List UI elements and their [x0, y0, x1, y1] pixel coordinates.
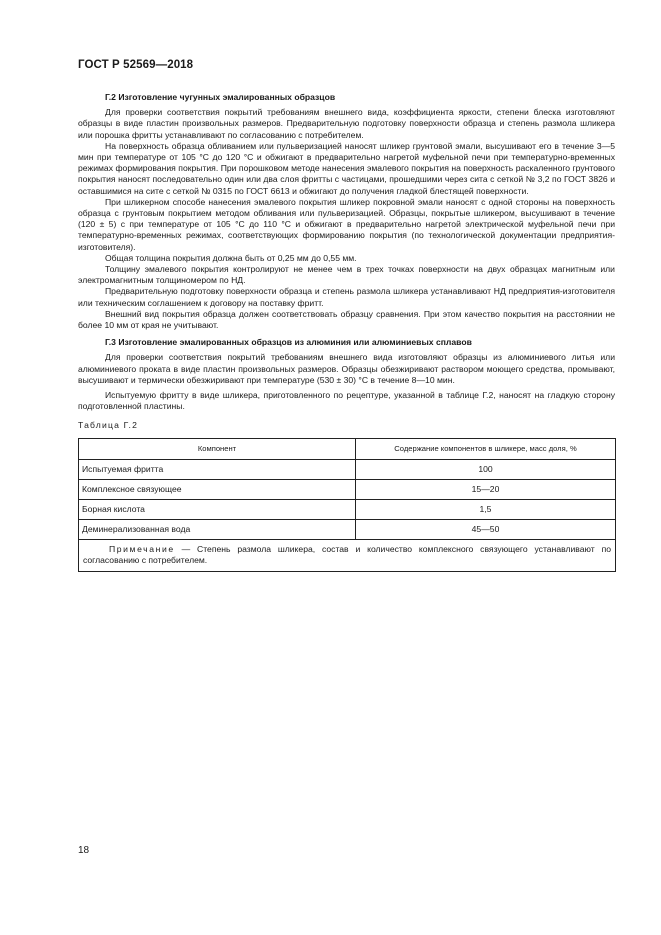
page-number: 18: [78, 845, 90, 856]
column-header-component: Компонент: [79, 438, 356, 459]
table-note-row: [79, 539, 616, 571]
standard-header: ГОСТ Р 52569—2018: [78, 59, 194, 71]
component-value-cell: 45—50: [356, 519, 616, 539]
section-g2-paragraph: На поверхность образца обливанием или пульверизацией наносят шликер грунтовой эмали, высушивают его в течение 3—5 мин при температуре от 105 °С до 120 °С и обжигают в предварительно нагретой муфельной печи при температурно-временных режимах формирования покрытия. При порошковом методе нанесения эмалевого покрытия на поверхность раскаленного грунтового покрытия наносят последовательно один или два слоя фритты с частицами, прошедшими через сита с сеткой № 3,2 по ГОСТ 3826 и оставшимися на сите с сеткой № 0315 по ГОСТ 6613 и обжигают до получения гладкой блестящей поверхности.: [78, 140, 615, 196]
component-value-cell: 1,5: [356, 499, 616, 519]
component-name-cell: Испытуемая фритта: [79, 459, 356, 479]
section-g2-paragraph: Внешний вид покрытия образца должен соответствовать образцу сравнения. При этом качество покрытия на расстоянии не более 10 мм от края не учитывают.: [78, 308, 615, 331]
section-g2-paragraph: Предварительную подготовку поверхности образца и степень размола шликера устанавливают НД предприятия-изготовителя или техническим соглашением к договору на поставку фритт.: [78, 286, 615, 308]
note-label: Примечание: [109, 543, 175, 554]
section-g3-paragraph: Испытуемую фритту в виде шликера, приготовленного по рецептуре, указанной в таблице Г.2, наносят на гладкую сторону подготовленной пластины.: [78, 390, 615, 412]
component-value-cell: 100: [356, 459, 616, 479]
section-g2-paragraph: При шликерном способе нанесения эмалевого покрытия шликер покровной эмали наносят с одной стороны на поверхность образца с грунтовым покрытием методом обливания или пульверизацией. Образцы, покрытые шликером, высушивают в течение (120 ± 5) с при температуре от 105 °С до 110 °С и обжигают в предварительно нагретой электрической муфельной печи при температурно-временных режимах, соответствующих формированию покрытия (по технологической документации предприятия-изготовителя).: [78, 196, 615, 252]
table-note: [83, 544, 611, 566]
section-g2-paragraph: Толщину эмалевого покрытия контролируют не менее чем в трех точках поверхности на двух образцах магнитным или электромагнитным толщиномером по НД.: [78, 264, 615, 286]
component-name-cell: Борная кислота: [79, 499, 356, 519]
section-g2-paragraph: Для проверки соответствия покрытий требованиям внешнего вида, коэффициента яркости, степени блеска изготовляют образцы в виде пластин произвольных размеров. Предварительную подготовку поверхности образца и степень размола шликера или порошка фритты устанавливают по согласованию с потребителем.: [78, 107, 615, 140]
section-g2-heading: Г.2 Изготовление чугунных эмалированных образцов: [105, 92, 336, 102]
component-name-cell: Деминерализованная вода: [79, 519, 356, 539]
table-row: [79, 459, 616, 479]
section-g2-paragraph: Общая толщина покрытия должна быть от 0,25 мм до 0,55 мм.: [105, 252, 357, 263]
column-header-content: Содержание компонентов в шликере, масс доля, %: [356, 438, 616, 459]
table-row: [79, 479, 616, 499]
components-table: [78, 438, 616, 572]
table-header-row: [79, 438, 616, 459]
component-value-cell: 15—20: [356, 479, 616, 499]
note-text: — Степень размола шликера, состав и количество комплексного связующего устанавливают по согласованию с потребителем.: [83, 543, 611, 565]
section-g3-heading: Г.3 Изготовление эмалированных образцов из алюминия или алюминиевых сплавов: [105, 337, 472, 348]
table-row: [79, 519, 616, 539]
page-content: [78, 92, 615, 572]
table-caption: Таблица Г.2: [78, 420, 139, 431]
table-row: [79, 499, 616, 519]
table-note-cell: [79, 539, 616, 571]
section-g3-paragraph: Для проверки соответствия покрытий требованиям внешнего вида изготовляют образцы из алюминиевого литья или алюминиевого проката в виде пластин произвольных размеров. Образцы обезжиривают раствором моющего средства, промывают, высушивают и термически обезжиривают при температуре (530 ± 30) °С в течение 8—10 мин.: [78, 352, 615, 385]
component-name-cell: Комплексное связующее: [79, 479, 356, 499]
